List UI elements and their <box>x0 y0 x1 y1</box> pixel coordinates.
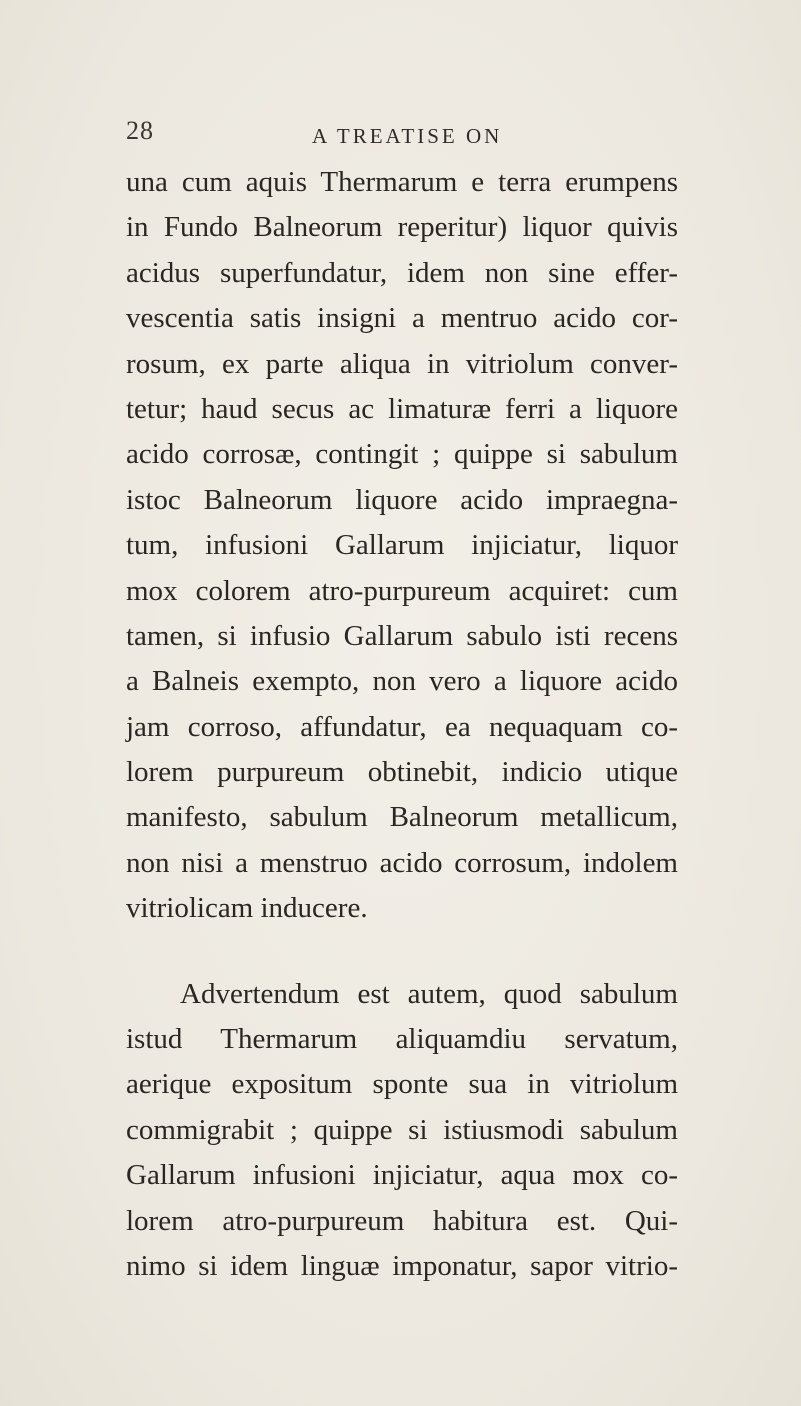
text-line: rosum, ex parte aliqua in vitriolum conver- <box>126 347 678 380</box>
text-line: Advertendum est autem, quod sabulum <box>180 977 678 1010</box>
body-text <box>126 160 678 1289</box>
text-line: jam corroso, affundatur, ea nequaquam co- <box>126 710 678 743</box>
text-line: vitriolicam inducere. <box>126 892 368 925</box>
text-line: acido corrosæ, contingit ; quippe si sabulum <box>126 438 678 471</box>
text-line: lorem purpureum obtinebit, indicio utique <box>126 756 678 789</box>
text-line: manifesto, sabulum Balneorum metallicum, <box>126 801 678 834</box>
text-line: tamen, si infusio Gallarum sabulo isti recens <box>126 619 678 652</box>
running-head: A TREATISE ON <box>312 124 503 148</box>
paragraph-1 <box>126 160 678 932</box>
text-line: non nisi a menstruo acido corrosum, indolem <box>126 846 678 879</box>
text-line: Gallarum infusioni injiciatur, aqua mox co- <box>126 1159 678 1192</box>
text-line: in Fundo Balneorum reperitur) liquor quivis <box>126 211 678 244</box>
text-line: aerique expositum sponte sua in vitriolum <box>126 1068 678 1101</box>
text-line: a Balneis exempto, non vero a liquore acido <box>126 665 678 698</box>
text-line: tetur; haud secus ac limaturæ ferri a liquore <box>126 392 678 425</box>
text-line: tum, infusioni Gallarum injiciatur, liquor <box>126 529 678 562</box>
paragraph-gap <box>126 932 678 972</box>
page-header <box>0 110 801 150</box>
text-line: istoc Balneorum liquore acido impraegna- <box>126 483 678 516</box>
page-number: 28 <box>126 116 154 145</box>
text-line: mox colorem atro-purpureum acquiret: cum <box>126 574 678 607</box>
text-line: acidus superfundatur, idem non sine effer- <box>126 256 678 289</box>
text-line: una cum aquis Thermarum e terra erumpens <box>126 166 678 198</box>
text-line: lorem atro-purpureum habitura est. Qui- <box>126 1204 678 1237</box>
text-line: commigrabit ; quippe si istiusmodi sabulum <box>126 1113 678 1146</box>
text-line: nimo si idem linguæ imponatur, sapor vitrio- <box>126 1249 678 1282</box>
text-line: istud Thermarum aliquamdiu servatum, <box>126 1023 678 1056</box>
paragraph-2 <box>126 972 678 1290</box>
text-line: vescentia satis insigni a mentruo acido cor- <box>126 302 678 335</box>
